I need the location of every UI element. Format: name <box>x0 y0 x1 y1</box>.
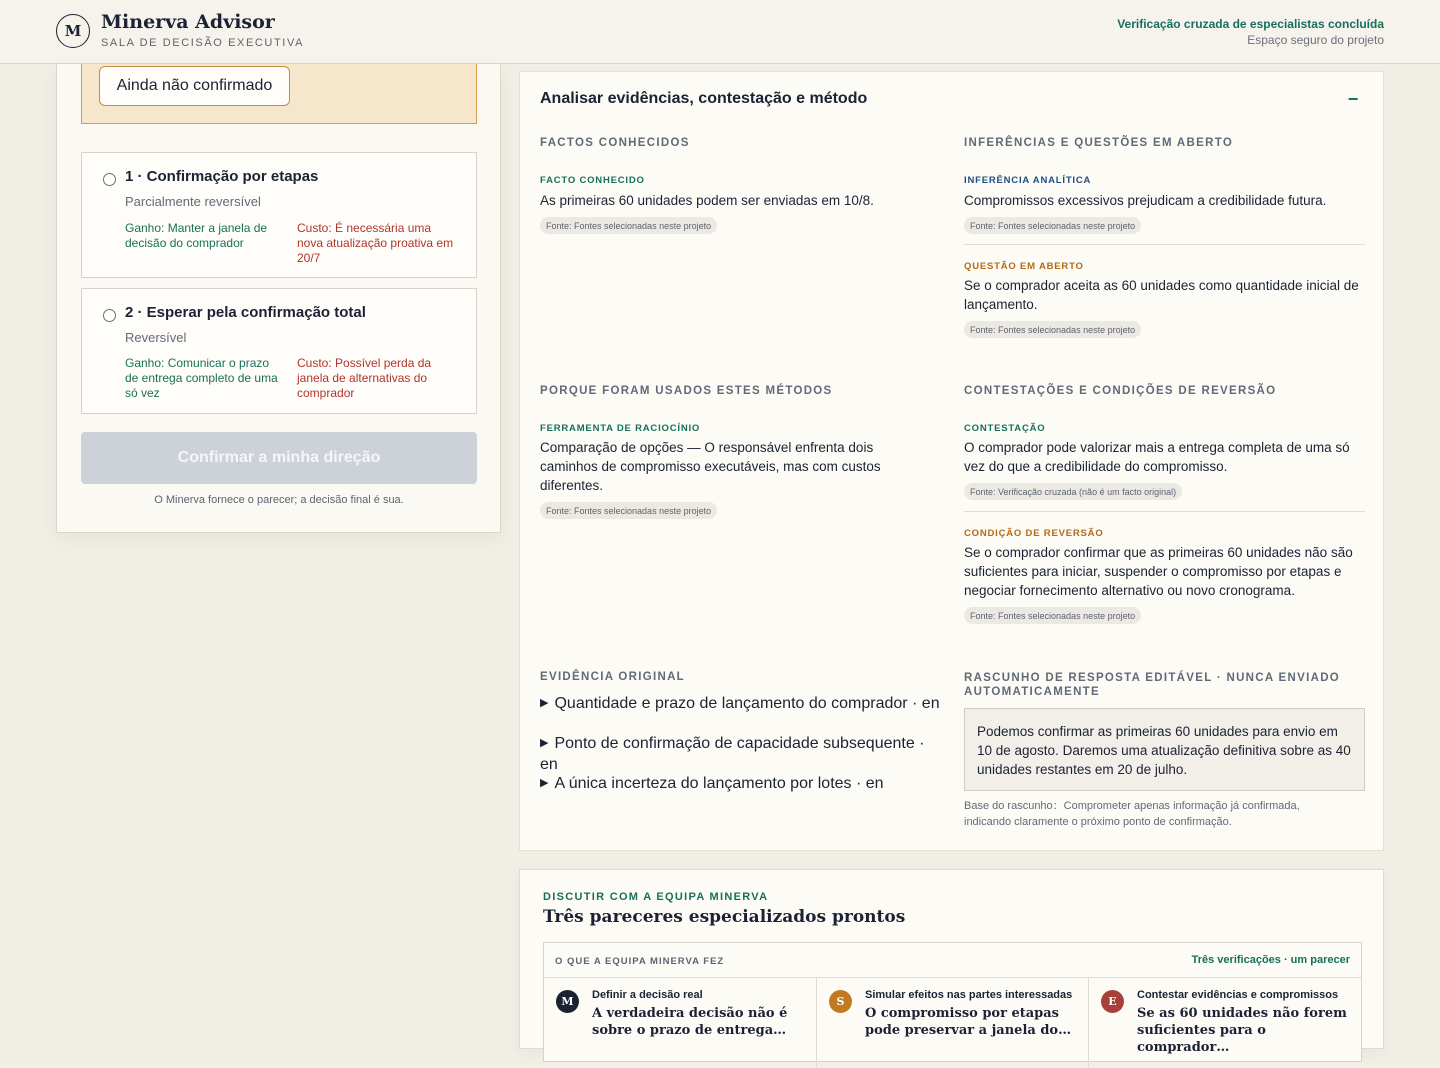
methods-heading: PORQUE FORAM USADOS ESTES MÉTODOS <box>540 385 833 397</box>
expert-task: Simular efeitos nas partes interessadas <box>865 989 1073 1001</box>
draft-basis-note: Base do rascunho：Comprometer apenas informação já confirmada, indicando claramente o próximo ponto de confirmação. <box>964 800 1300 828</box>
draft-heading: RASCUNHO DE RESPOSTA EDITÁVEL · NUNCA ENVIADO AUTOMATICAMENTE <box>964 672 1341 698</box>
challenge-tag: CONTESTAÇÃO <box>964 423 1046 434</box>
avatar: M <box>556 990 579 1013</box>
expert-summary: Se as 60 unidades não forem suficientes para o comprador… <box>1137 1006 1347 1055</box>
decision-note: O Minerva fornece o parecer; a decisão final é sua. <box>154 494 404 506</box>
team-checks-label: Três verificações · um parecer <box>1191 954 1350 966</box>
divider <box>964 244 1365 245</box>
inference-text: Compromissos excessivos prejudicam a credibilidade futura. <box>964 193 1327 208</box>
source-badge: Fonte: Fontes selecionadas neste projeto <box>540 217 717 234</box>
team-work-box <box>543 942 1362 1062</box>
expert-task: Definir a decisão real <box>592 989 703 1001</box>
option-card-wait[interactable] <box>81 288 477 414</box>
challenge-text: O comprador pode valorizar mais a entrega completa de uma só vez do que a credibilidade do compromisso. <box>964 440 1350 474</box>
confirmation-status-box <box>81 64 477 124</box>
minerva-logo: M <box>56 14 90 48</box>
avatar: E <box>1101 990 1124 1013</box>
collapse-icon[interactable]: − <box>1347 88 1359 109</box>
reasoning-tool-tag: FERRAMENTA DE RACIOCÍNIO <box>540 423 701 434</box>
app-header <box>0 0 1440 64</box>
expand-triangle-icon[interactable]: ▶ <box>540 737 549 749</box>
evidence-item[interactable] <box>540 734 940 775</box>
evidence-item[interactable] <box>540 774 940 795</box>
decision-panel <box>56 64 501 533</box>
evidence-heading: EVIDÊNCIA ORIGINAL <box>540 671 686 683</box>
cross-check-status: Verificação cruzada de especialistas concluída <box>1117 17 1384 31</box>
reversal-condition-text: Se o comprador confirmar que as primeiras 60 unidades não são suficientes para iniciar, suspender o compromisso por etapas e negociar fornecimento alternativo ou novo cronograma. <box>964 545 1353 598</box>
evidence-label: Ponto de confirmação de capacidade subsequente · en <box>540 735 925 773</box>
inference-tag: INFERÊNCIA ANALÍTICA <box>964 175 1092 186</box>
known-facts-heading: FACTOS CONHECIDOS <box>540 137 690 149</box>
evidence-label: Quantidade e prazo de lançamento do comprador · en <box>554 695 940 712</box>
option-cost: Custo: Possível perda da janela de alternativas do comprador <box>297 356 432 400</box>
option-reversibility: Parcialmente reversível <box>125 194 261 209</box>
fact-tag: FACTO CONHECIDO <box>540 175 645 186</box>
divider <box>964 511 1365 512</box>
source-badge: Fonte: Fontes selecionadas neste projeto <box>964 607 1141 624</box>
app-subtitle: SALA DE DECISÃO EXECUTIVA <box>101 37 305 49</box>
expert-card-decision[interactable] <box>544 978 816 1068</box>
reversal-condition-tag: CONDIÇÃO DE REVERSÃO <box>964 528 1104 539</box>
source-badge: Fonte: Fontes selecionadas neste projeto <box>964 321 1141 338</box>
source-badge: Fonte: Fontes selecionadas neste projeto <box>964 217 1141 234</box>
confirmation-status-pill: Ainda não confirmado <box>99 66 290 106</box>
option-title: 1 · Confirmação por etapas <box>125 168 319 185</box>
analysis-panel <box>519 71 1384 851</box>
option-gain: Ganho: Comunicar o prazo de entrega completo de uma só vez <box>125 356 278 400</box>
option-radio-wait[interactable] <box>103 309 116 322</box>
source-badge: Fonte: Fontes selecionadas neste projeto <box>540 502 717 519</box>
expert-summary: A verdadeira decisão não é sobre o prazo de entrega… <box>592 1006 788 1038</box>
option-reversibility: Reversível <box>125 330 187 345</box>
expert-card-evidence[interactable] <box>1088 978 1360 1068</box>
draft-reply-textarea[interactable]: Podemos confirmar as primeiras 60 unidades para envio em 10 de agosto. Daremos uma atualização definitiva sobre as 40 unidades restantes em 20 de julho. <box>964 708 1365 791</box>
secure-space-label: Espaço seguro do projeto <box>1247 33 1384 47</box>
option-gain: Ganho: Manter a janela de decisão do comprador <box>125 221 268 250</box>
expand-triangle-icon[interactable]: ▶ <box>540 777 549 789</box>
fact-text: As primeiras 60 unidades podem ser enviadas em 10/8. <box>540 193 874 208</box>
team-work-heading: O QUE A EQUIPA MINERVA FEZ <box>555 956 725 967</box>
inferences-heading: INFERÊNCIAS E QUESTÕES EM ABERTO <box>964 137 1234 149</box>
option-radio-staged[interactable] <box>103 173 116 186</box>
avatar: S <box>829 990 852 1013</box>
option-cost: Custo: É necessária uma nova atualização proativa em 20/7 <box>297 221 454 265</box>
team-title: Três pareceres especializados prontos <box>543 907 906 927</box>
analysis-heading: Analisar evidências, contestação e método <box>540 90 868 107</box>
source-badge: Fonte: Verificação cruzada (não é um facto original) <box>964 483 1182 500</box>
team-kicker: DISCUTIR COM A EQUIPA MINERVA <box>543 891 769 903</box>
expert-task: Contestar evidências e compromissos <box>1137 989 1339 1001</box>
expert-summary: O compromisso por etapas pode preservar a janela do… <box>865 1006 1072 1038</box>
option-title: 2 · Esperar pela confirmação total <box>125 304 366 321</box>
open-question-text: Se o comprador aceita as 60 unidades como quantidade inicial de lançamento. <box>964 278 1359 312</box>
open-question-tag: QUESTÃO EM ABERTO <box>964 261 1084 272</box>
evidence-item[interactable] <box>540 694 940 715</box>
option-card-staged[interactable] <box>81 152 477 278</box>
method-text: Comparação de opções — O responsável enfrenta dois caminhos de compromisso executáveis, mas com custos diferentes. <box>540 440 881 493</box>
expert-card-stakeholders[interactable] <box>816 978 1088 1068</box>
team-panel <box>519 869 1384 1055</box>
app-title: Minerva Advisor <box>101 11 275 33</box>
confirm-direction-button[interactable]: Confirmar a minha direção <box>81 432 477 484</box>
evidence-label: A única incerteza do lançamento por lotes · en <box>554 775 884 792</box>
expand-triangle-icon[interactable]: ▶ <box>540 697 549 709</box>
challenges-heading: CONTESTAÇÕES E CONDIÇÕES DE REVERSÃO <box>964 385 1277 397</box>
